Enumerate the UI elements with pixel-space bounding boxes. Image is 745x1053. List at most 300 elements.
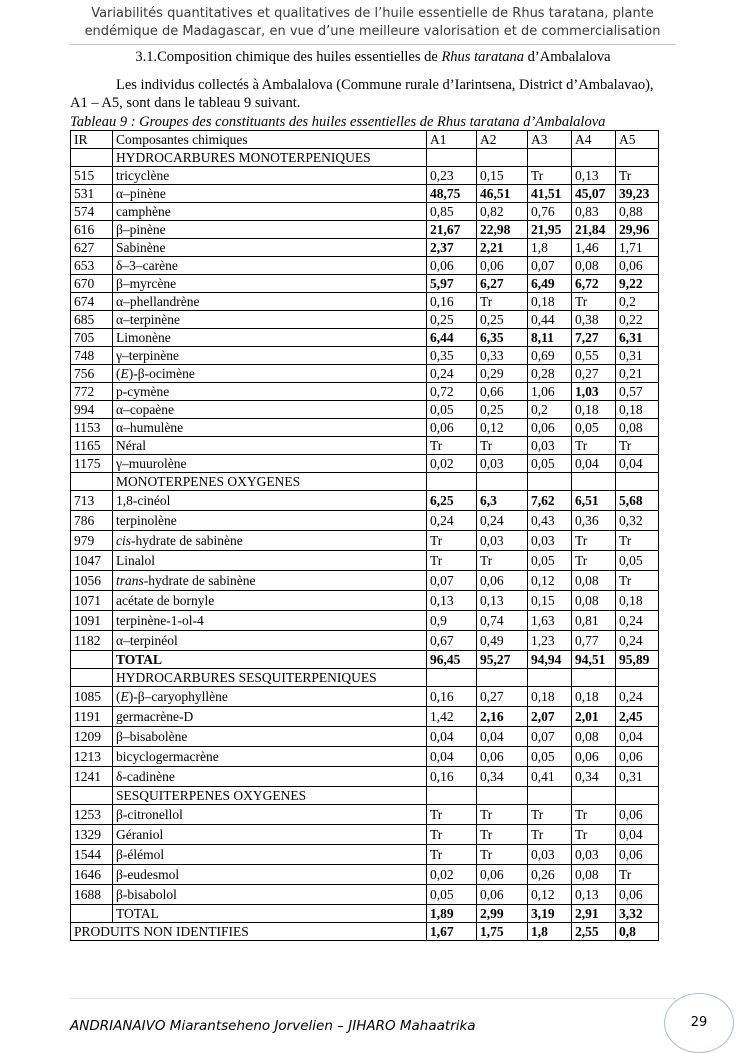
section-title-suffix: d’Ambalalova [524,49,611,65]
ir-cell: 1175 [71,455,113,473]
component-name-cell [113,185,427,203]
value-cell-a4: Tr [572,551,616,571]
component-name-cell [113,805,427,825]
table-row [71,437,659,455]
value-cell-a2: 0,04 [477,727,528,747]
component-name-cell [113,825,427,845]
value-cell-a3: 0,41 [528,767,572,787]
value-cell-a1: 6,25 [427,491,477,511]
component-name-cell [113,455,427,473]
component-name: acétate de bornyle [116,592,215,608]
section-title [70,48,676,66]
value-cell-a5: 1,71 [616,239,659,257]
value-cell-a2: 0,06 [477,747,528,767]
group-label: SESQUITERPENES OXYGENES [113,787,427,805]
value-cell-a3: 1,23 [528,631,572,651]
component-name-cell [113,651,427,669]
value-cell-a2: Tr [477,293,528,311]
table-row [71,383,659,401]
value-cell-a3: 0,28 [528,365,572,383]
value-cell-a1: 0,02 [427,865,477,885]
value-cell-a3: 0,05 [528,551,572,571]
header-a4: A4 [572,131,616,149]
component-name-cell [71,923,427,941]
component-name: Néral [116,437,146,453]
value-cell-a5: 0,22 [616,311,659,329]
component-name-cell [113,329,427,347]
section-title-species: Rhus taratana [441,49,525,65]
component-name-cell [113,707,427,727]
component-name-cell [113,845,427,865]
value-cell-a4: Tr [572,825,616,845]
ir-cell: 756 [71,365,113,383]
value-cell-a2: 0,06 [477,571,528,591]
value-cell-a3: 0,06 [528,419,572,437]
table-row [71,591,659,611]
header-ir: IR [71,131,113,149]
value-cell-a3: 1,63 [528,611,572,631]
table-row [71,631,659,651]
ir-cell: 1253 [71,805,113,825]
component-name: γ–terpinène [116,347,179,363]
value-cell-a2: 0,74 [477,611,528,631]
component-name-italic: trans [116,572,144,588]
running-header-line-2: endémique de Madagascar, en vue d’une meilleure valorisation et de commercialisation [84,24,661,39]
component-name-cell [113,571,427,591]
component-name: )-β–caryophyllène [128,688,228,704]
table-row [71,455,659,473]
component-name: β–pinène [116,221,166,237]
value-cell-a4: 0,13 [572,885,616,905]
value-cell-a1: 0,06 [427,257,477,275]
value-cell-a5: 0,18 [616,591,659,611]
ir-cell: 1646 [71,865,113,885]
ir-cell: 748 [71,347,113,365]
value-cell-a2: 0,06 [477,865,528,885]
value-cell-a1: 0,07 [427,571,477,591]
value-cell-a3: 0,03 [528,845,572,865]
value-cell-a1: 0,9 [427,611,477,631]
value-cell-a4: 21,84 [572,221,616,239]
value-cell-a5: 0,06 [616,257,659,275]
value-cell-a3: Tr [528,825,572,845]
component-name-cell [113,491,427,511]
component-name: 1,8-cinéol [116,492,171,508]
value-cell-a1: 0,13 [427,591,477,611]
ir-cell: 1241 [71,767,113,787]
value-cell-a4: 0,34 [572,767,616,787]
table-row [71,401,659,419]
component-name-cell [113,511,427,531]
value-cell-a5: Tr [616,531,659,551]
ir-cell: 1047 [71,551,113,571]
group-row [71,473,659,491]
component-name-cell [113,257,427,275]
component-name: α–humulène [116,419,184,435]
value-cell-a1: 0,24 [427,365,477,383]
value-cell-a4: 0,08 [572,865,616,885]
value-cell-a5: 0,88 [616,203,659,221]
component-name-cell [113,239,427,257]
value-cell-a3: 6,49 [528,275,572,293]
value-cell-a2: Tr [477,825,528,845]
value-cell-a2: 0,25 [477,311,528,329]
ir-cell: 1182 [71,631,113,651]
table-row [71,727,659,747]
table-row [71,365,659,383]
component-name-cell [113,293,427,311]
value-cell-a5: 9,22 [616,275,659,293]
group-row [71,149,659,167]
value-cell-a5: 29,96 [616,221,659,239]
table-row [71,767,659,787]
value-cell-a2: 1,75 [477,923,528,941]
value-cell-a3: 21,95 [528,221,572,239]
header-a3: A3 [528,131,572,149]
component-name-cell [113,687,427,707]
footer-divider [70,998,676,999]
ir-cell: 713 [71,491,113,511]
value-cell-a2: Tr [477,437,528,455]
group-label: HYDROCARBURES SESQUITERPENIQUES [113,669,427,687]
value-cell-a3: 1,8 [528,239,572,257]
value-cell-a5: 6,31 [616,329,659,347]
component-name: α–terpinène [116,311,181,327]
header-a2: A2 [477,131,528,149]
value-cell-a1: 0,06 [427,419,477,437]
component-name: TOTAL [116,651,163,667]
value-cell-a4: 0,03 [572,845,616,865]
value-cell-a5: Tr [616,167,659,185]
value-cell-a4: 45,07 [572,185,616,203]
value-cell-a4: 6,51 [572,491,616,511]
component-name-cell [113,611,427,631]
component-name: Géraniol [116,826,164,842]
table-row [71,185,659,203]
value-cell-a2: 0,34 [477,767,528,787]
value-cell-a4: 0,18 [572,687,616,707]
value-cell-a5: 0,06 [616,805,659,825]
value-cell-a3: 1,8 [528,923,572,941]
ir-cell: 1191 [71,707,113,727]
component-name-cell [113,347,427,365]
component-name-cell [113,419,427,437]
table-row [71,611,659,631]
value-cell-a1: 2,37 [427,239,477,257]
value-cell-a2: 0,27 [477,687,528,707]
value-cell-a1: 6,44 [427,329,477,347]
value-cell-a1: Tr [427,805,477,825]
table-row [71,239,659,257]
component-name: p-cymène [116,383,170,399]
component-name-italic: cis [116,532,131,548]
value-cell-a3: 0,07 [528,727,572,747]
ir-cell: 772 [71,383,113,401]
header-components: Composantes chimiques [113,131,427,149]
value-cell-a5: Tr [616,571,659,591]
value-cell-a2: 0,15 [477,167,528,185]
value-cell-a3: 0,03 [528,531,572,551]
value-cell-a4: Tr [572,805,616,825]
value-cell-a1: 0,85 [427,203,477,221]
value-cell-a1: 5,97 [427,275,477,293]
table-row [71,221,659,239]
value-cell-a5: 2,45 [616,707,659,727]
ir-cell: 574 [71,203,113,221]
value-cell-a4: 0,81 [572,611,616,631]
table-row [71,419,659,437]
component-name: PRODUITS NON IDENTIFIES [74,923,249,939]
value-cell-a5: 0,18 [616,401,659,419]
group-row [71,787,659,805]
value-cell-a4: 1,46 [572,239,616,257]
value-cell-a2: 0,24 [477,511,528,531]
ir-cell: 670 [71,275,113,293]
value-cell-a3: 2,07 [528,707,572,727]
value-cell-a2: 2,99 [477,905,528,923]
value-cell-a4: 94,51 [572,651,616,669]
value-cell-a1: 0,16 [427,293,477,311]
table-row [71,491,659,511]
value-cell-a1: 0,05 [427,885,477,905]
value-cell-a4: 0,18 [572,401,616,419]
value-cell-a1: 0,23 [427,167,477,185]
ir-cell: 531 [71,185,113,203]
value-cell-a3: 94,94 [528,651,572,669]
table-row [71,257,659,275]
component-name: germacrène-D [116,708,194,724]
value-cell-a4: 0,06 [572,747,616,767]
component-name: terpinolène [116,512,177,528]
component-name-prefix: ( [116,365,121,381]
component-name-cell [113,203,427,221]
value-cell-a2: 46,51 [477,185,528,203]
value-cell-a1: 1,89 [427,905,477,923]
ir-cell: 627 [71,239,113,257]
ir-cell [71,905,113,923]
value-cell-a2: 2,16 [477,707,528,727]
running-header-line-1: Variabilités quantitatives et qualitatives de l’huile essentielle de Rhus taratana, plante [91,6,654,21]
component-name-cell [113,747,427,767]
value-cell-a2: 2,21 [477,239,528,257]
value-cell-a5: 0,24 [616,687,659,707]
component-name-cell [113,437,427,455]
value-cell-a5: 0,24 [616,611,659,631]
component-name: -hydrate de sabinène [143,572,256,588]
header-a5: A5 [616,131,659,149]
value-cell-a5: 39,23 [616,185,659,203]
table-row [71,747,659,767]
ir-cell [71,651,113,669]
value-cell-a2: 6,27 [477,275,528,293]
ir-cell: 1153 [71,419,113,437]
value-cell-a3: 0,2 [528,401,572,419]
component-name: Sabinène [116,239,166,255]
value-cell-a2: Tr [477,805,528,825]
component-name: Linalol [116,552,155,568]
value-cell-a2: 0,12 [477,419,528,437]
value-cell-a1: 0,16 [427,687,477,707]
value-cell-a3: 0,12 [528,885,572,905]
value-cell-a5: 0,21 [616,365,659,383]
table-caption: Tableau 9 : Groupes des constituants des huiles essentielles de Rhus taratana d’Ambalalova [70,114,606,130]
table-row [71,551,659,571]
value-cell-a1: 0,04 [427,747,477,767]
value-cell-a5: 95,89 [616,651,659,669]
composition-table [70,130,659,941]
value-cell-a4: Tr [572,293,616,311]
component-name: β-bisabolol [116,886,177,902]
component-name: )-β-ocimène [128,365,195,381]
value-cell-a4: 0,08 [572,257,616,275]
value-cell-a4: 1,03 [572,383,616,401]
running-header [0,5,745,41]
group-label: HYDROCARBURES MONOTERPENIQUES [113,149,427,167]
value-cell-a3: 0,18 [528,293,572,311]
component-name-italic: E [120,688,129,704]
component-name-cell [113,401,427,419]
ir-cell: 616 [71,221,113,239]
value-cell-a4: 7,27 [572,329,616,347]
value-cell-a5: 0,05 [616,551,659,571]
table-row [71,825,659,845]
component-name-cell [113,531,427,551]
value-cell-a5: 5,68 [616,491,659,511]
value-cell-a2: 0,06 [477,257,528,275]
value-cell-a2: 0,82 [477,203,528,221]
value-cell-a2: 6,35 [477,329,528,347]
table-row [71,275,659,293]
value-cell-a3: Tr [528,167,572,185]
component-name: camphène [116,203,171,219]
value-cell-a2: 0,13 [477,591,528,611]
value-cell-a4: 0,13 [572,167,616,185]
value-cell-a2: 0,03 [477,531,528,551]
value-cell-a5: Tr [616,865,659,885]
value-cell-a3: 0,26 [528,865,572,885]
value-cell-a4: 0,27 [572,365,616,383]
value-cell-a4: 2,55 [572,923,616,941]
header-divider [70,44,676,45]
group-label: MONOTERPENES OXYGENES [113,473,427,491]
value-cell-a4: 0,77 [572,631,616,651]
component-name-cell [113,551,427,571]
value-cell-a5: 0,24 [616,631,659,651]
value-cell-a2: 6,3 [477,491,528,511]
value-cell-a2: 0,06 [477,885,528,905]
value-cell-a1: 0,67 [427,631,477,651]
header-a1: A1 [427,131,477,149]
value-cell-a1: 0,72 [427,383,477,401]
value-cell-a4: 0,36 [572,511,616,531]
component-name-cell [113,727,427,747]
value-cell-a5: 0,31 [616,767,659,787]
value-cell-a3: 1,06 [528,383,572,401]
value-cell-a4: 2,91 [572,905,616,923]
table-row [71,865,659,885]
value-cell-a1: 0,25 [427,311,477,329]
value-cell-a1: 1,67 [427,923,477,941]
table-row [71,905,659,923]
ir-cell: 1688 [71,885,113,905]
table-row [71,687,659,707]
ir-cell: 786 [71,511,113,531]
value-cell-a4: 2,01 [572,707,616,727]
component-name: β–bisabolène [116,728,188,744]
component-name-prefix: ( [116,688,121,704]
component-name: β-citronellol [116,806,183,822]
value-cell-a3: 0,43 [528,511,572,531]
value-cell-a3: 0,05 [528,455,572,473]
table-row [71,329,659,347]
component-name: α–terpinéol [116,632,178,648]
value-cell-a3: 0,03 [528,437,572,455]
table-row [71,923,659,941]
table-row [71,311,659,329]
value-cell-a1: 0,35 [427,347,477,365]
value-cell-a5: 0,06 [616,845,659,865]
component-name: δ–3–carène [116,257,178,273]
intro-line-2: A1 – A5, sont dans le tableau 9 suivant. [70,95,301,111]
value-cell-a2: Tr [477,551,528,571]
value-cell-a1: 0,04 [427,727,477,747]
table-row [71,707,659,727]
component-name: α–phellandrène [116,293,200,309]
ir-cell: 685 [71,311,113,329]
table-row [71,651,659,669]
value-cell-a2: Tr [477,845,528,865]
value-cell-a3: 3,19 [528,905,572,923]
component-name: α–copaène [116,401,175,417]
ir-cell: 1091 [71,611,113,631]
ir-cell: 994 [71,401,113,419]
component-name: TOTAL [116,905,159,921]
component-name: bicyclogermacrène [116,748,219,764]
value-cell-a1: Tr [427,531,477,551]
value-cell-a2: 0,49 [477,631,528,651]
value-cell-a4: 0,05 [572,419,616,437]
value-cell-a5: 0,06 [616,747,659,767]
component-name: β–myrcène [116,275,177,291]
table-row [71,885,659,905]
value-cell-a1: 48,75 [427,185,477,203]
component-name: tricyclène [116,167,170,183]
value-cell-a4: Tr [572,531,616,551]
value-cell-a3: 0,05 [528,747,572,767]
table-row [71,347,659,365]
table-header-row [71,131,659,149]
component-name: α–pinène [116,185,166,201]
value-cell-a4: 0,38 [572,311,616,329]
component-name: β-élémol [116,846,165,862]
component-name: Limonène [116,329,171,345]
component-name-cell [113,365,427,383]
ir-cell: 1544 [71,845,113,865]
value-cell-a3: 8,11 [528,329,572,347]
value-cell-a2: 0,03 [477,455,528,473]
value-cell-a4: 6,72 [572,275,616,293]
ir-cell: 1329 [71,825,113,845]
value-cell-a1: Tr [427,437,477,455]
value-cell-a3: 0,07 [528,257,572,275]
value-cell-a2: 95,27 [477,651,528,669]
component-name-cell [113,591,427,611]
value-cell-a4: 0,55 [572,347,616,365]
component-name: δ-cadinène [116,768,175,784]
value-cell-a4: Tr [572,437,616,455]
value-cell-a1: Tr [427,825,477,845]
value-cell-a3: 0,44 [528,311,572,329]
